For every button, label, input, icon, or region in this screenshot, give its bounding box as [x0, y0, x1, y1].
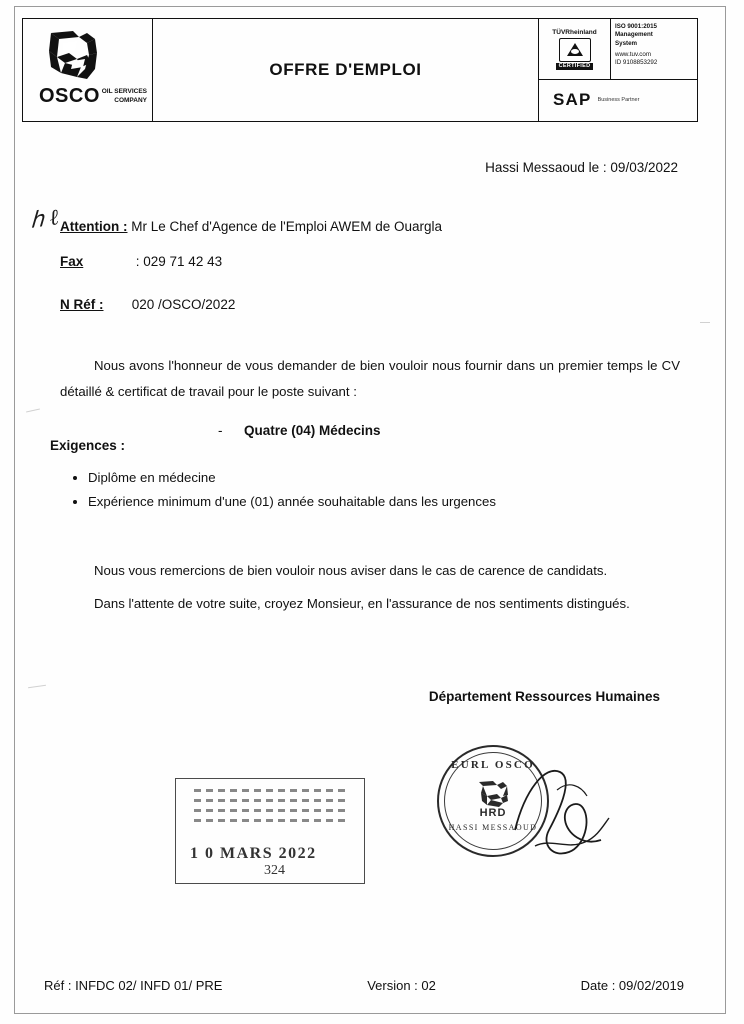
tuv-certified-badge: CERTIFIED: [556, 63, 594, 70]
logo-tagline: [99, 87, 147, 106]
footer-version: Version : 02: [367, 978, 436, 993]
handwritten-signature: [505, 760, 625, 870]
certification-top: [539, 19, 697, 80]
document-title: OFFRE D'EMPLOI: [269, 60, 422, 79]
fax-label: Fax: [60, 254, 84, 269]
footer-ref: Réf : INFDC 02/ INFD 01/ PRE: [44, 978, 223, 993]
cert-standard: ISO 9001:2015: [615, 23, 657, 30]
requirements-label: Exigences :: [50, 438, 126, 453]
certification-cell: [539, 19, 697, 121]
closing-paragraph-1: Nous vous remercions de bien vouloir nous aviser dans le cas de carence de candidats.: [94, 563, 608, 578]
requirements-list: [60, 467, 688, 516]
cert-website: www.tuv.com: [615, 51, 651, 59]
osco-monogram-icon: [43, 27, 105, 83]
reception-stamp-number: 324: [264, 863, 285, 878]
fax-value: : 029 71 42 43: [135, 254, 223, 269]
cert-system-line2: System: [615, 39, 638, 47]
certification-text: [611, 19, 697, 79]
fax-row: [60, 254, 222, 269]
reception-stamp-date: 1 0 MARS 2022: [190, 845, 317, 862]
attention-row: [60, 219, 442, 234]
signature-department: Département Ressources Humaines: [428, 689, 660, 704]
list-item: • Diplôme en médecine: [88, 467, 688, 489]
intro-paragraph-text: Nous avons l'honneur de vous demander de bien vouloir nous fournir dans un premier temps le CV détaillé & certificat de travail pour le poste suivant :: [60, 358, 680, 399]
position-line: [218, 423, 381, 438]
document-title-cell: [153, 19, 539, 121]
list-item: • Expérience minimum d'une (01) année souhaitable dans les urgences: [88, 491, 688, 513]
attention-value: Mr Le Chef d'Agence de l'Emploi AWEM de Ouargla: [131, 219, 443, 234]
position-dash: -: [218, 423, 223, 438]
reference-label: N Réf :: [60, 297, 104, 312]
intro-paragraph: [60, 353, 680, 404]
cert-id: ID 9108853292: [615, 59, 658, 67]
place-and-date: Hassi Messaoud le : 09/03/2022: [485, 160, 678, 175]
closing-paragraph-2: Dans l'attente de votre suite, croyez Monsieur, en l'assurance de nos sentiments distingués.: [94, 596, 630, 611]
sap-logo: SAP: [553, 90, 592, 110]
tuv-label: TÜVRheinland: [552, 29, 597, 37]
cert-system-line1: Management: [615, 31, 653, 39]
round-stamp-center-label: HRD: [479, 807, 507, 819]
attention-label: Attention :: [60, 219, 128, 234]
tuv-logo: [539, 19, 611, 79]
round-stamp-top-text: EURL OSCO: [451, 759, 535, 771]
footer-date: Date : 09/02/2019: [580, 978, 684, 993]
handwritten-initials: ℎ ℓ: [28, 204, 61, 233]
logo-tagline-line2: COMPANY: [114, 97, 147, 105]
sap-partner-block: [539, 80, 697, 121]
company-logo-cell: [23, 19, 153, 121]
tuv-mark-icon: [559, 38, 591, 62]
reference-row: [60, 297, 235, 312]
sap-subtitle: Business Partner: [597, 97, 640, 104]
reference-value: 020 /OSCO/2022: [131, 297, 236, 312]
logo-wordmark: OSCO: [39, 85, 100, 107]
round-stamp-bottom-text: HASSI MESSAOUD: [448, 823, 538, 832]
reception-date-stamp: [175, 778, 365, 884]
position-title: Quatre (04) Médecins: [244, 423, 381, 438]
document-footer: [44, 978, 684, 993]
logo-tagline-line1: OIL SERVICES: [101, 88, 147, 95]
document-header: [22, 18, 698, 122]
